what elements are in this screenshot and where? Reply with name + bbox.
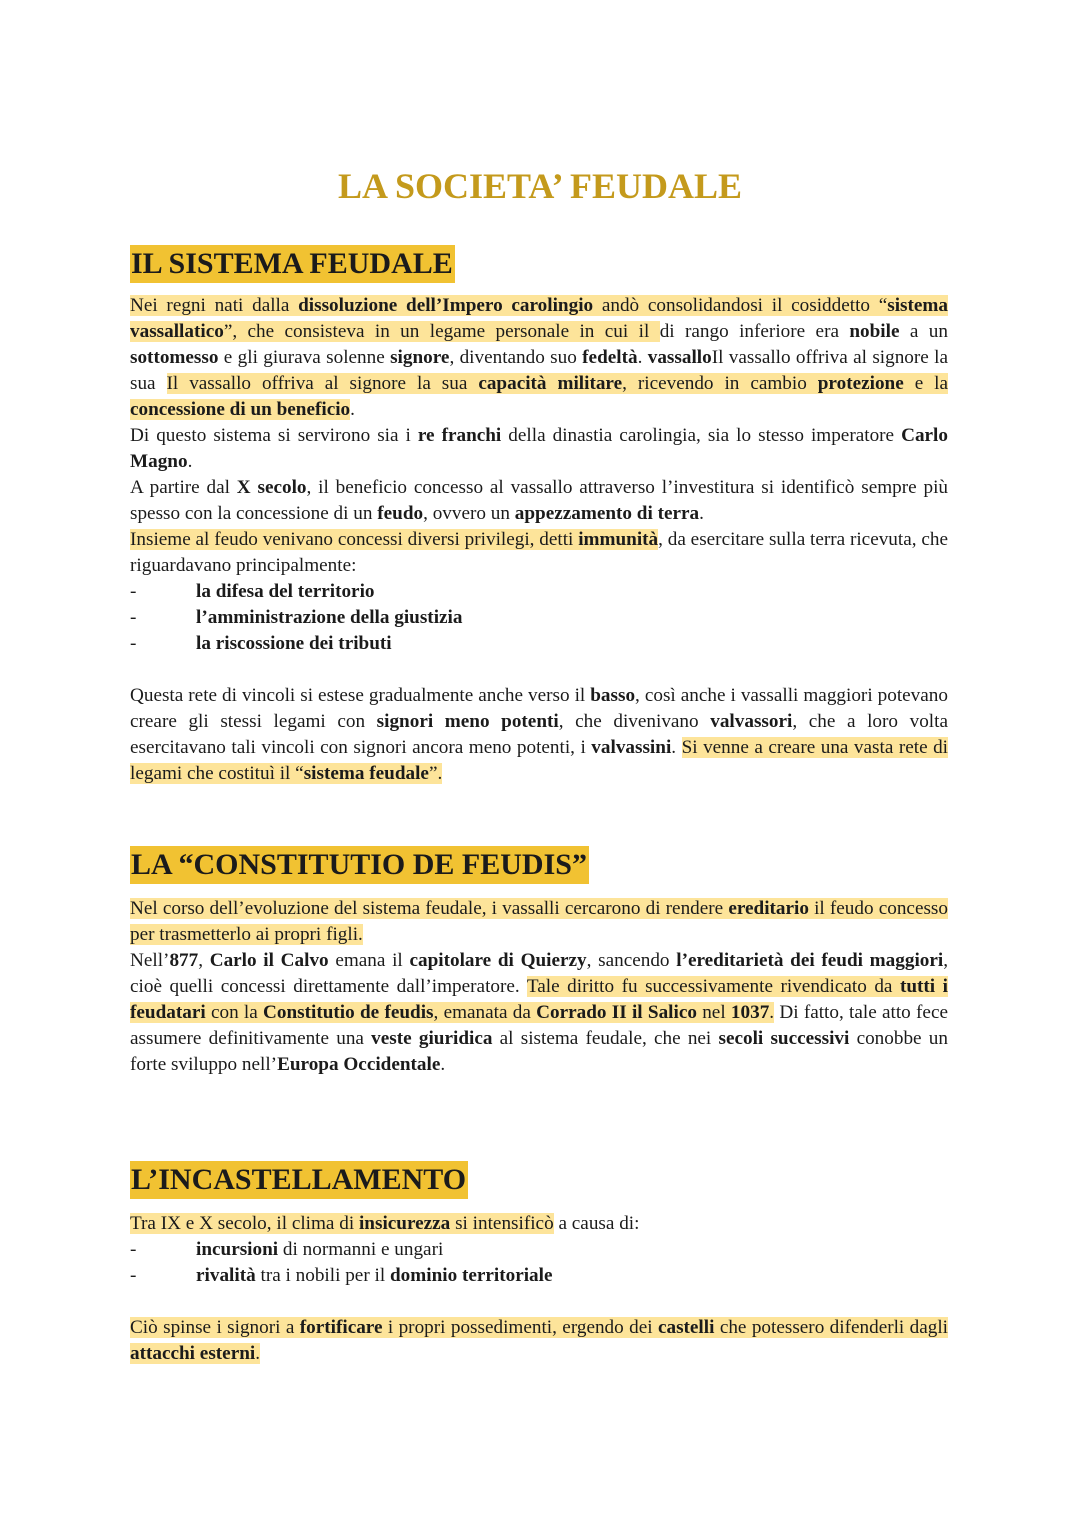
section-heading-constitutio: LA “CONSTITUTIO DE FEUDIS” bbox=[130, 846, 589, 884]
section-heading-sistema-feudale: IL SISTEMA FEUDALE bbox=[130, 245, 455, 283]
paragraph-x-secolo: A partire dal X secolo, il beneficio concesso al vassallo attraverso l’investitura si identificò sempre più spesso con la concessione di un feudo, ovvero un appezzamento di terra. bbox=[130, 477, 948, 524]
paragraph-castelli: Ciò spinse i signori a fortificare i propri possedimenti, ergendo dei castelli che potessero difenderli dagli attacchi esterni. bbox=[130, 1317, 949, 1364]
paragraph-insicurezza: Tra IX e X secolo, il clima di insicurezza si intensificò a causa di: bbox=[130, 1213, 640, 1234]
paragraph-quierzy: Nell’877, Carlo il Calvo emana il capitolare di Quierzy, sancendo l’ereditarietà dei feudi maggiori, cioè quelli concessi direttamente dall’imperatore. Tale diritto fu successivamente rivendicato da tutti i feudatari con la Constitutio de feudis, emanata da Corrado II il Salico nel 1037. Di fatto, tale atto fece assumere definitivamente una veste giuridica al sistema feudale, che nei secoli successivi conobbe un forte sviluppo nell’Europa Occidentale. bbox=[130, 950, 949, 1075]
paragraph-rete-vincoli: Questa rete di vincoli si estese gradualmente anche verso il basso, così anche i vassalli maggiori potevano creare gli stessi legami con signori meno potenti, che divenivano valvassori, che a loro volta esercitavano tali vincoli con signori ancora meno potenti, i valvassini. Si venne a creare una vasta rete di legami che costituì il “sistema feudale”. bbox=[130, 685, 949, 784]
page-title: LA SOCIETA’ FEUDALE bbox=[337, 166, 743, 206]
paragraph-ereditario: Nel corso dell’evoluzione del sistema feudale, i vassalli cercarono di rendere ereditario il feudo concesso per trasmetterlo ai propri figli. bbox=[130, 898, 948, 945]
list-item: - la difesa del territorio bbox=[130, 579, 948, 605]
list-cause bbox=[130, 1237, 948, 1289]
list-item: - l’amministrazione della giustizia bbox=[130, 605, 948, 631]
paragraph-sistema-vassallatico: Nei regni nati dalla dissoluzione dell’Impero carolingio andò consolidandosi il cosiddetto “sistema vassallatico”, che consisteva in un legame personale in cui il di rango inferiore era nobile a un sottomesso e gli giurava solenne signore, diventando suo fedeltà. vassalloIl vassallo offriva al signore la sua Il vassallo offriva al signore la sua capacità militare, ricevendo in cambio protezione e la concessione di un beneficio. bbox=[130, 295, 949, 420]
section-heading-incastellamento: L’INCASTELLAMENTO bbox=[130, 1161, 468, 1199]
section-body-sistema-feudale bbox=[130, 293, 948, 787]
list-item: - rivalità tra i nobili per il dominio territoriale bbox=[130, 1263, 948, 1289]
section-body-constitutio bbox=[130, 896, 948, 1078]
list-item: - incursioni di normanni e ungari bbox=[130, 1237, 948, 1263]
paragraph-re-franchi: Di questo sistema si servirono sia i re franchi della dinastia carolingia, sia lo stesso imperatore Carlo Magno. bbox=[130, 425, 948, 472]
paragraph-immunita: Insieme al feudo venivano concessi diversi privilegi, detti immunità, da esercitare sulla terra ricevuta, che riguardavano principalmente: bbox=[130, 529, 948, 576]
list-item: - la riscossione dei tributi bbox=[130, 631, 948, 657]
section-body-incastellamento bbox=[130, 1211, 948, 1367]
list-immunita bbox=[130, 579, 948, 657]
